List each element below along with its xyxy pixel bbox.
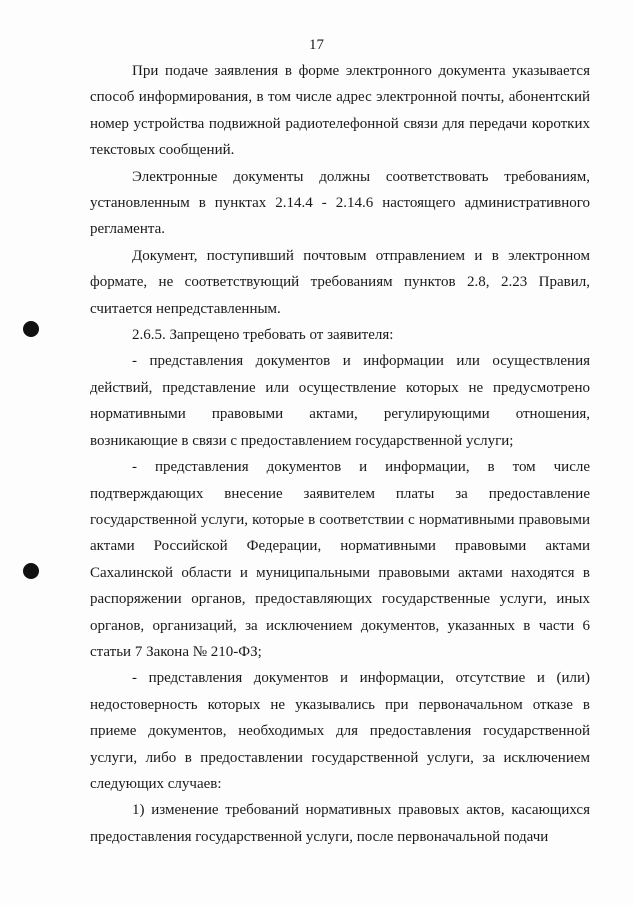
paragraph-unrepresented-document: Документ, поступивший почтовым отправлением и в электронном формате, не соответствующий требованиям пунктов 2.8, 2.23 Правил, считается непредставленным. bbox=[90, 247, 590, 317]
paragraph-notification-method: При подаче заявления в форме электронного документа указывается способ информирования, в том числе адрес электронной почты, абонентский номер устройства подвижной радиотелефонной связи для передачи коротких текстовых сообщений. bbox=[90, 63, 590, 159]
list-item-prohibition-1: - представления документов и информации или осуществления действий, представление или осуществление которых не предусмотрено нормативными правовыми актами, регулирующими отношения, возникающие в связи с предоставлением государственной услуги; bbox=[90, 353, 590, 449]
binder-hole-mark bbox=[23, 321, 39, 337]
paragraph-section-2-6-5: 2.6.5. Запрещено требовать от заявителя: bbox=[132, 327, 394, 344]
list-item-prohibition-2: - представления документов и информации, в том числе подтверждающих внесение заявителем платы за предоставление государственной услуги, которые в соответствии с нормативными правовыми актами Российской Федерации, нормативными правовыми актами Сахалинской области и муниципальными правовыми актами находятся в распоряжении органов, предоставляющих государственные услуги, иных органов, организаций, за исключением документов, указанных в части 6 статьи 7 Закона № 210-ФЗ; bbox=[90, 459, 590, 660]
binder-hole-mark bbox=[23, 563, 39, 579]
list-item-exception-1: 1) изменение требований нормативных правовых актов, касающихся предоставления государственной услуги, после первоначальной подачи bbox=[90, 802, 590, 845]
list-item-prohibition-3: - представления документов и информации, отсутствие и (или) недостоверность которых не указывались при первоначальном отказе в приеме документов, необходимых для предоставления государственной услуги, либо в предоставлении государственной услуги, за исключением следующих случаев: bbox=[90, 670, 590, 792]
page-number: 17 bbox=[309, 37, 324, 53]
paragraph-electronic-docs-requirements: Электронные документы должны соответствовать требованиям, установленным в пунктах 2.14.4 - 2.14.6 настоящего административного регламента. bbox=[90, 168, 590, 238]
document-body bbox=[90, 58, 590, 850]
